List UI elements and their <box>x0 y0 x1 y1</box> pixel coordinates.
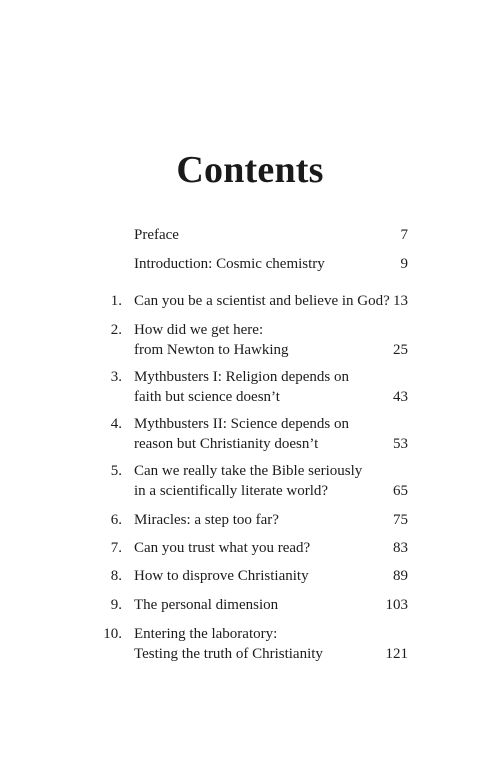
entry-title <box>134 510 384 530</box>
entry-title <box>134 367 384 407</box>
entry-title-line: Entering the laboratory: <box>134 626 278 642</box>
entry-number: 6. <box>110 512 122 528</box>
entry-title-line: faith but science doesn’t <box>134 389 280 405</box>
entry-title-line: Introduction: Cosmic chemistry <box>134 256 325 272</box>
entry-title <box>134 566 384 586</box>
entry-title-line: Miracles: a step too far? <box>134 512 279 528</box>
entry-title <box>134 624 384 664</box>
entry-number: 10. <box>103 626 122 642</box>
entry-page-number: 121 <box>385 646 408 662</box>
entry-title-line: Preface <box>134 227 179 243</box>
entry-title-line: The personal dimension <box>134 597 279 613</box>
entry-title-line: How did we get here: <box>134 322 264 338</box>
entry-title-line: reason but Christianity doesn’t <box>134 436 319 452</box>
entry-page-number: 13 <box>393 293 408 309</box>
entry-number: 8. <box>110 568 122 584</box>
entry-title-line: Can you be a scientist and believe in God? <box>134 293 390 309</box>
entry-number: 1. <box>110 293 122 309</box>
entry-number: 7. <box>110 540 122 556</box>
entry-title <box>134 225 384 245</box>
page-title: Contents <box>176 149 324 191</box>
entry-page-number: 65 <box>393 483 408 499</box>
entry-number: 9. <box>110 597 122 613</box>
entry-title <box>134 538 384 558</box>
entry-title <box>134 254 384 274</box>
entry-page-number: 25 <box>393 342 408 358</box>
entry-title-line: Testing the truth of Christianity <box>134 646 323 662</box>
entry-title <box>134 461 384 501</box>
entry-title <box>134 320 384 360</box>
entry-title-line: Can you trust what you read? <box>134 540 311 556</box>
entry-number: 4. <box>110 416 122 432</box>
entry-title-line: Mythbusters I: Religion depends on <box>134 369 349 385</box>
entry-page-number: 75 <box>393 512 408 528</box>
entry-page-number: 89 <box>393 568 408 584</box>
entry-title <box>134 414 384 454</box>
entry-page-number: 53 <box>393 436 408 452</box>
entry-number: 3. <box>110 369 122 385</box>
entry-page-number: 9 <box>400 256 408 272</box>
entry-number: 2. <box>110 322 122 338</box>
entry-title-line: How to disprove Christianity <box>134 568 309 584</box>
entry-number: 5. <box>110 463 122 479</box>
entry-title-line: from Newton to Hawking <box>134 342 289 358</box>
entry-title-line: Mythbusters II: Science depends on <box>134 416 349 432</box>
entry-page-number: 7 <box>400 227 408 243</box>
entry-title <box>134 291 390 311</box>
entry-title-line: Can we really take the Bible seriously <box>134 463 363 479</box>
entry-page-number: 43 <box>393 389 408 405</box>
entry-title <box>134 595 384 615</box>
entry-page-number: 103 <box>385 597 408 613</box>
entry-page-number: 83 <box>393 540 408 556</box>
entry-title-line: in a scientifically literate world? <box>134 483 329 499</box>
